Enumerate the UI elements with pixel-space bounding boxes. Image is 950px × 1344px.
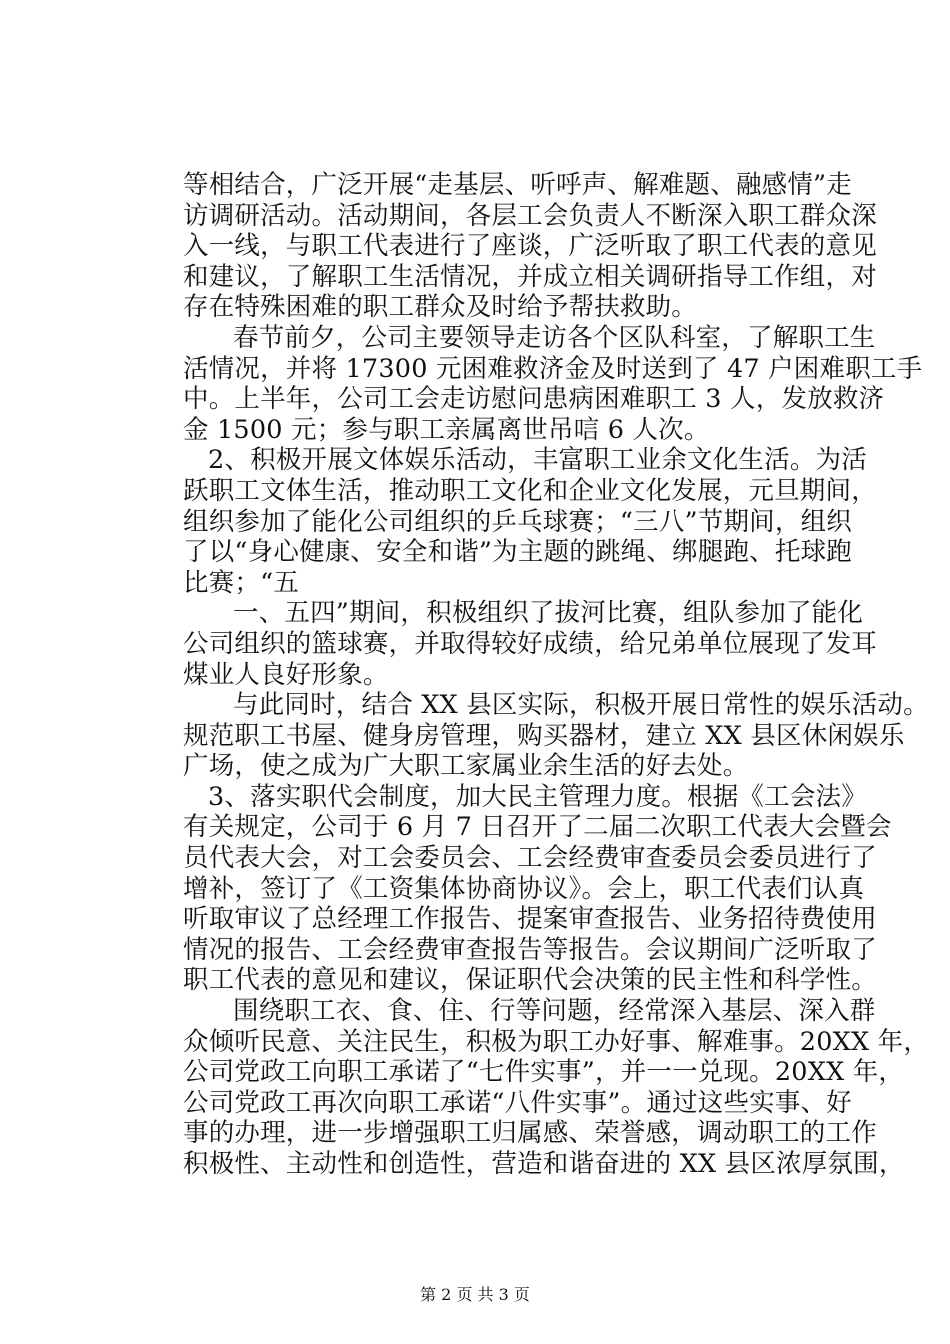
text-line: 存在特殊困难的职工群众及时给予帮扶救助。 xyxy=(183,292,698,323)
text-line: 煤业人良好形象。 xyxy=(183,659,389,690)
text-line: 事的办理，进一步增强职工归属感、荣誉感，调动职工的工作 xyxy=(183,1118,877,1149)
text-line: 活情况，并将 17300 元困难救济金及时送到了 47 户困难职工手 xyxy=(183,353,923,384)
text-line: 增补，签订了《工资集体协商协议》。会上，职工代表们认真 xyxy=(183,873,865,904)
text-line: 和建议，了解职工生活情况，并成立相关调研指导工作组，对 xyxy=(183,261,877,292)
text-line: 等相结合，广泛开展“走基层、听呼声、解难题、融感情”走 xyxy=(183,170,852,200)
text-line: 职工代表的意见和建议，保证职代会决策的民主性和科学性。 xyxy=(183,965,877,996)
text-line: 访调研活动。活动期间，各层工会负责人不断深入职工群众深 xyxy=(183,200,877,231)
text-line: 比赛；“五 xyxy=(183,567,300,598)
text-line: 3、落实职代会制度，加大民主管理力度。根据《工会法》 xyxy=(208,781,867,812)
text-line: 广场，使之成为广大职工家属业余生活的好去处。 xyxy=(183,751,749,782)
text-line: 公司党政工向职工承诺了“七件实事”，并一一兑现。20XX 年， xyxy=(183,1057,905,1088)
text-line: 中。上半年，公司工会走访慰问患病困难职工 3 人，发放救济 xyxy=(183,384,885,415)
page-footer: 第 2 页 共 3 页 xyxy=(420,1285,530,1304)
text-line: 公司组织的篮球赛，并取得较好成绩，给兄弟单位展现了发耳 xyxy=(183,628,877,659)
text-line: 入一线，与职工代表进行了座谈，广泛听取了职工代表的意见 xyxy=(183,231,877,262)
text-line: 积极性、主动性和创造性，营造和谐奋进的 XX 县区浓厚氛围， xyxy=(183,1149,905,1179)
text-line: 一、五四”期间，积极组织了拔河比赛，组队参加了能化 xyxy=(233,598,864,629)
text-line: 规范职工书屋、健身房管理，购买器材，建立 XX 县区休闲娱乐 xyxy=(183,720,905,751)
text-line: 组织参加了能化公司组织的乒乓球赛；“三八”节期间，组织 xyxy=(183,506,852,537)
document-body xyxy=(183,170,930,1180)
text-line: 众倾听民意、关注民生，积极为职工办好事、解难事。20XX 年， xyxy=(183,1026,930,1057)
text-line: 与此同时，结合 XX 县区实际，积极开展日常性的娱乐活动。 xyxy=(233,690,929,721)
text-line: 听取审议了总经理工作报告、提案审查报告、业务招待费使用 xyxy=(183,904,877,935)
text-line: 金 1500 元；参与职工亲属离世吊唁 6 人次。 xyxy=(183,414,710,445)
text-line: 情况的报告、工会经费审查报告等报告。会议期间广泛听取了 xyxy=(183,934,877,965)
text-line: 2、积极开展文体娱乐活动，丰富职工业余文化生活。为活 xyxy=(208,445,867,476)
text-line: 了以“身心健康、安全和谐”为主题的跳绳、绑腿跑、托球跑 xyxy=(183,537,852,568)
text-line: 有关规定，公司于 6 月 7 日召开了二届二次职工代表大会暨会 xyxy=(183,812,892,843)
text-line: 公司党政工再次向职工承诺“八件实事”。通过这些实事、好 xyxy=(183,1087,852,1118)
text-line: 围绕职工衣、食、住、行等问题，经常深入基层、深入群 xyxy=(233,996,876,1027)
text-line: 跃职工文体生活，推动职工文化和企业文化发展，元旦期间， xyxy=(183,475,877,506)
text-line: 员代表大会，对工会委员会、工会经费审查委员会委员进行了 xyxy=(183,843,877,874)
text-line: 春节前夕，公司主要领导走访各个区队科室，了解职工生 xyxy=(233,322,876,353)
